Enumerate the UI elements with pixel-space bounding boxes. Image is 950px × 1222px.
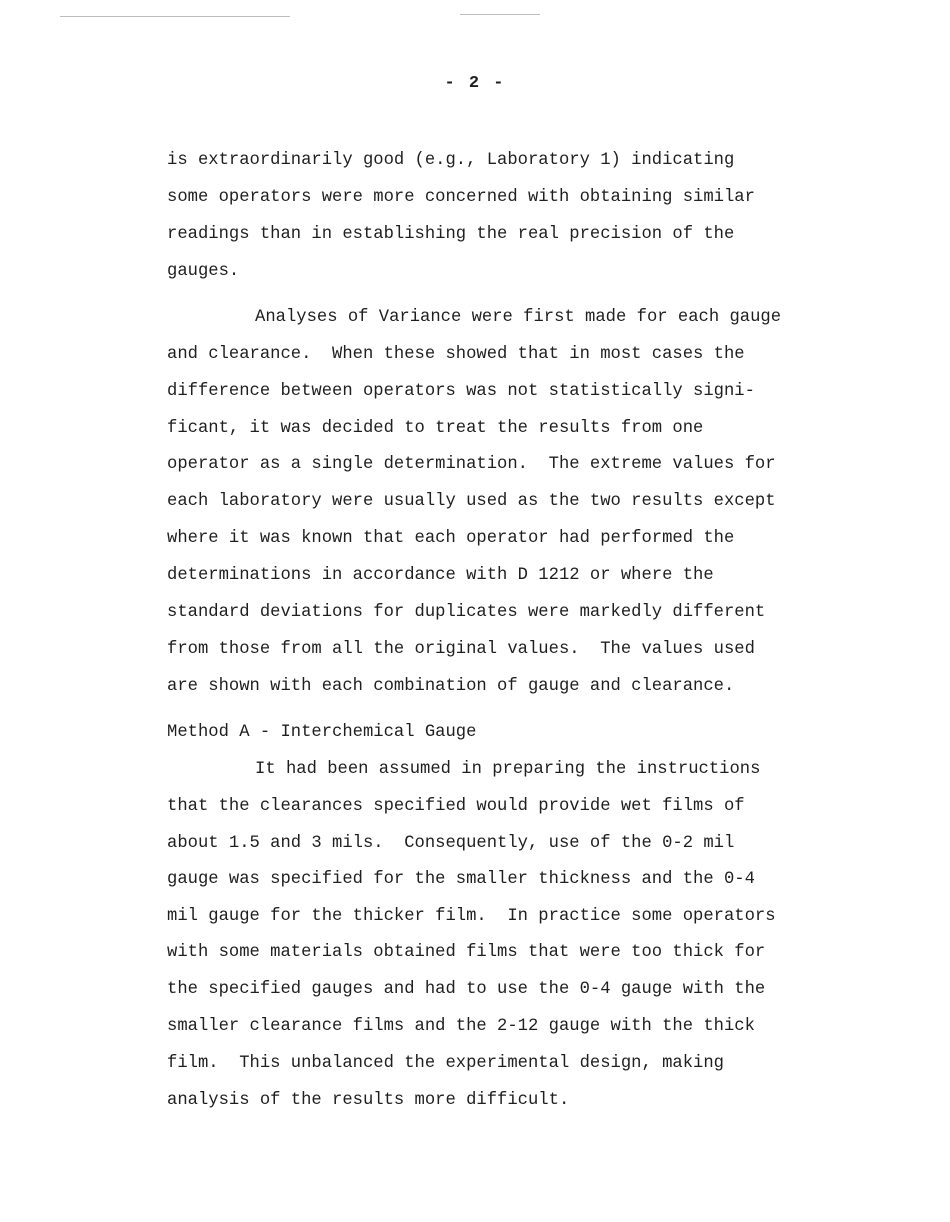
text-line: It had been assumed in preparing the instructions	[255, 760, 761, 779]
text-line: ficant, it was decided to treat the results from one	[167, 419, 704, 438]
text-line: that the clearances specified would provide wet films of	[167, 797, 745, 816]
text-line: each laboratory were usually used as the two results except	[167, 492, 776, 511]
text-line: the specified gauges and had to use the 0-4 gauge with the	[167, 980, 766, 999]
text-line: is extraordinarily good (e.g., Laboratory 1) indicating	[167, 151, 735, 170]
text-line: analysis of the results more difficult.	[167, 1091, 570, 1110]
text-line: about 1.5 and 3 mils. Consequently, use of the 0-2 mil	[167, 834, 735, 853]
text-line: gauge was specified for the smaller thickness and the 0-4	[167, 870, 755, 889]
text-line: where it was known that each operator had performed the	[167, 529, 735, 548]
text-line: gauges.	[167, 262, 240, 281]
text-line: Analyses of Variance were first made for each gauge	[255, 308, 782, 327]
text-line: with some materials obtained films that were too thick for	[167, 943, 766, 962]
text-line: determinations in accordance with D 1212 or where the	[167, 566, 714, 585]
text-line: operator as a single determination. The extreme values for	[167, 455, 776, 474]
text-line: and clearance. When these showed that in most cases the	[167, 345, 745, 364]
text-line: from those from all the original values. The values used	[167, 640, 755, 659]
text-line: difference between operators was not statistically signi-	[167, 382, 755, 401]
scan-artifact	[460, 14, 540, 15]
text-line: are shown with each combination of gauge and clearance.	[167, 677, 735, 696]
text-line: mil gauge for the thicker film. In practice some operators	[167, 907, 776, 926]
text-line: some operators were more concerned with obtaining similar	[167, 188, 755, 207]
page-number: - 2 -	[444, 74, 506, 93]
text-line: smaller clearance films and the 2-12 gauge with the thick	[167, 1017, 755, 1036]
text-line: standard deviations for duplicates were markedly different	[167, 603, 766, 622]
section-heading: Method A - Interchemical Gauge	[167, 723, 477, 742]
text-line: readings than in establishing the real precision of the	[167, 225, 735, 244]
text-line: film. This unbalanced the experimental design, making	[167, 1054, 724, 1073]
scan-artifact	[60, 16, 290, 17]
